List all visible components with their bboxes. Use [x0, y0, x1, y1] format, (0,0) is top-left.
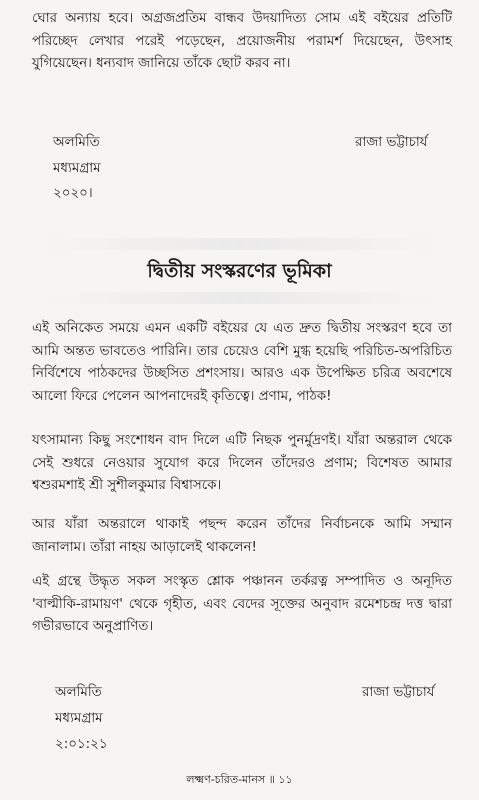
running-footer: লক্ষ্মণ-চরিত-মানস ॥ ১১ [186, 773, 293, 786]
second-edition-paragraph-3: আর যাঁরা অন্তরালে থাকাই পছন্দ করেন তাঁদের নির্বাচনকে আমি সম্মান জানালাম। তাঁরা নাহয় আড়ালেই থাকলেন! [32, 517, 452, 555]
second-signoff-author: রাজা ভট্টাচার্য [362, 685, 435, 700]
first-signoff-date: ২০২০। [53, 186, 93, 201]
second-signoff-date: ২:০১:২১ [55, 737, 108, 752]
first-signoff-location: মধ্যমগ্রাম [53, 161, 101, 176]
second-edition-paragraph-1: এই অনিকেত সময়ে এমন একটি বইয়ের যে এত দ্রুত দ্বিতীয় সংস্করণ হবে তা আমি অন্তত ভাবতেও পারিনি। তার চেয়েও বেশি মুগ্ধ হয়েছি পরিচিত-অপরিচিত নির্বিশেষে পাঠকদের উচ্ছসিত প্রশংসায়। আরও এক উপেক্ষিত চরিত্র অবশেষে আলো ফিরে পেলেন আপনাদেরই কৃতিত্বে। প্রণাম, পাঠক! [32, 321, 452, 404]
second-edition-paragraph-4: এই গ্রন্থে উদ্ধৃত সকল সংস্কৃত শ্লোক পঞ্চানন তর্করত্ন সম্পাদিত ও অনূদিত 'বাল্মীকি-রামায়ণ' থেকে গৃহীত, এবং বেদের সূক্তের অনুবাদ রমেশচন্দ্র দত্ত দ্বারা গভীরভাবে অনুপ্রাণিত। [32, 574, 452, 634]
first-signoff-place: অলমিতি [53, 135, 100, 150]
second-signoff-location: মধ্যমগ্রাম [55, 711, 103, 726]
second-edition-title: দ্বিতীয় সংস্করণের ভূমিকা [147, 260, 332, 282]
second-edition-paragraph-2: যৎসামান্য কিছু সংশোধন বাদ দিলে এটি নিছক পুনর্মুদ্রণই। যাঁরা অন্তরাল থেকে সেই শুধরে নেওয়ার সুযোগ করে দিলেন তাঁদেরও প্রণাম; বিশেষত আমার শ্বশুরমশাই শ্রী সুশীলকুমার বিশ্বাসকে। [32, 433, 452, 493]
intro-paragraph: ঘোর অন্যায় হবে। অগ্রজপ্রতিম বান্ধব উদয়াদিত্য সোম এই বইয়ের প্রতিটি পরিচ্ছেদ লেখার পরেই পড়েছেন, প্রয়োজনীয় পরামর্শ দিয়েছেন, উৎসাহ যুগিয়েছেন। ধন্যবাদ জানিয়ে তাঁকে ছোট করব না। [32, 11, 452, 71]
first-signoff-author: রাজা ভট্টাচার্য [355, 135, 428, 150]
bleed-through-shadow [40, 238, 440, 250]
second-signoff-place: অলমিতি [55, 685, 102, 700]
bleed-through-shadow [40, 292, 440, 304]
